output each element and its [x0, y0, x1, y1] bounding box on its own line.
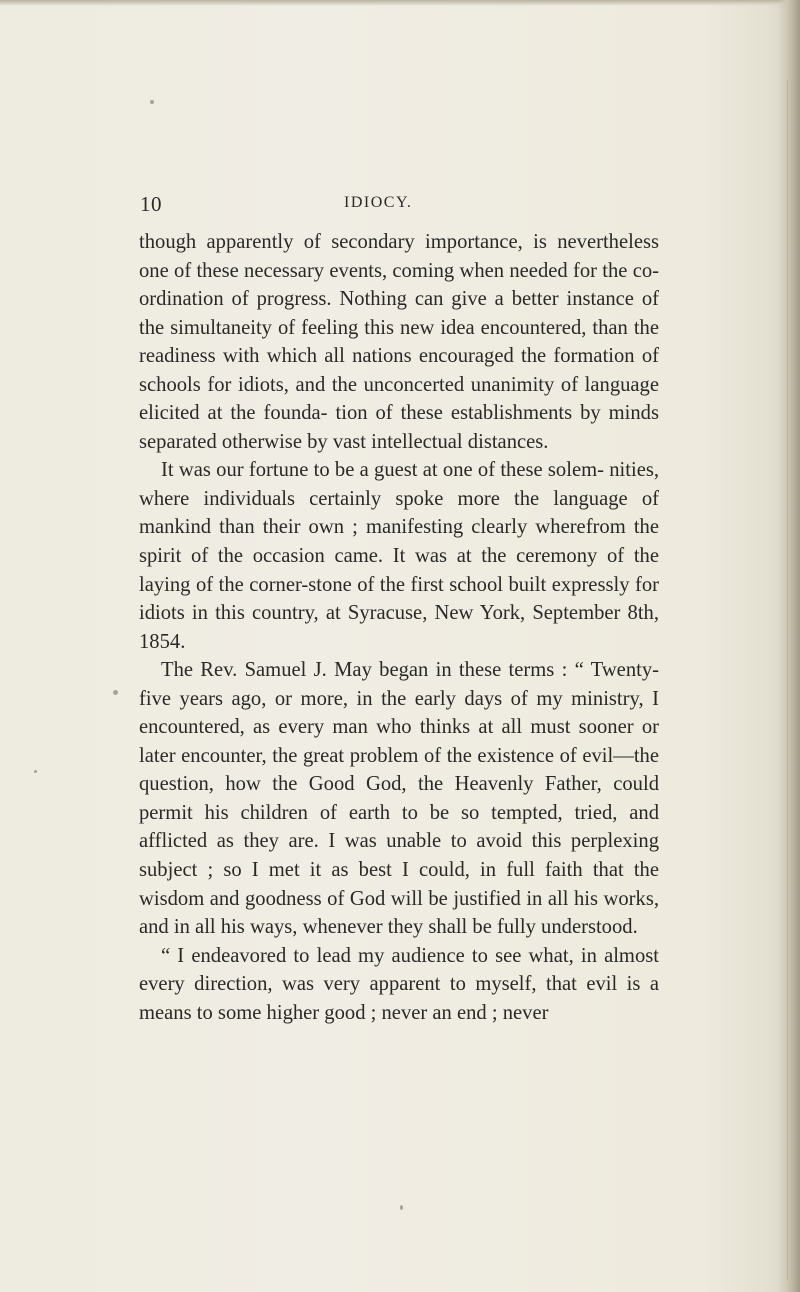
paragraph: It was our fortune to be a guest at one of these solem- nities, where individuals certainly spoke more the language of mankind than their own ; manifesting clearly wherefrom the spirit of the occasion came. It was at the ceremony of the laying of the corner-stone of the first school built expressly for idiots in this country, at Syracuse, New York, September 8th, 1854. [139, 459, 659, 653]
page-header [140, 190, 660, 220]
page-right-edge-shadow [778, 0, 800, 1292]
paper-speck [400, 1205, 403, 1210]
paragraph: “ I endeavored to lead my audience to see what, in almost every direction, was very apparent to myself, that evil is a means to some higher good ; never an end ; never [139, 944, 659, 1024]
body-text [139, 228, 659, 1027]
paragraph: The Rev. Samuel J. May began in these terms : “ Twenty- five years ago, or more, in the early days of my ministry, I encountered, as every man who thinks at all must sooner or later encounter, the great problem of the existence of evil—the question, how the Good God, the Heavenly Father, could permit his children of earth to be so tempted, tried, and afflicted as they are. I was unable to avoid this perplexing subject ; so I met it as best I could, in full faith that the wisdom and goodness of God will be justified in all his works, and in all his ways, whenever they shall be fully understood. [139, 659, 659, 939]
paper-speck [113, 690, 118, 695]
paper-speck [150, 100, 154, 104]
page-top-edge [0, 0, 800, 6]
page-number: 10 [140, 192, 162, 216]
paper-speck [34, 770, 37, 773]
page-gutter-line [787, 80, 788, 1280]
running-head: IDIOCY. [344, 194, 413, 211]
paragraph: though apparently of secondary importance, is nevertheless one of these necessary events, coming when needed for the co-ordination of progress. Nothing can give a better instance of the simultaneity of feeling this new idea encountered, than the readiness with which all nations encouraged the formation of schools for idiots, and the unconcerted unanimity of language elicited at the founda- tion of these establishments by minds separated otherwise by vast intellectual distances. [139, 231, 659, 453]
